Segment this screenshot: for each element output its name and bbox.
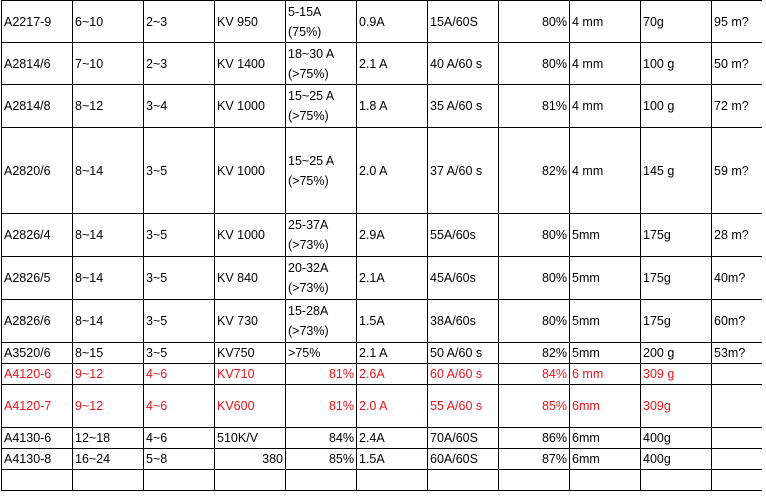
cell-lipo: 5~8 [144,449,215,470]
cell-model [2,470,73,491]
cell-idle: 2.4A [357,428,428,449]
table-row-highlighted [2,364,762,385]
cell-model: A4130-8 [2,449,73,470]
cell-max: 60A/60S [428,449,499,470]
cell-idle [357,470,428,491]
cell-lipo [144,470,215,491]
cell-efficiency: 85% [499,385,570,428]
cell-kv: 380 [215,449,286,470]
cell-kv: KV 840 [215,257,286,300]
cell-weight: 309g [641,385,712,428]
cell-idle: 1.8 A [357,85,428,128]
cell-idle: 1.5A [357,449,428,470]
table-row [2,300,762,343]
cell-shaft: 5mm [570,257,641,300]
cell-idle: 2.0 A [357,385,428,428]
cell-shaft [570,470,641,491]
cell-current: 18~30 A (>75%) [286,43,357,85]
cell-model: A2826/4 [2,214,73,257]
cell-kv: KV 950 [215,1,286,43]
cell-current [286,470,357,491]
cell-cells: 8~14 [73,214,144,257]
cell-model: A2826/6 [2,300,73,343]
cell-model: A2814/6 [2,43,73,85]
table-row-empty [2,470,762,491]
cell-lipo: 3~4 [144,85,215,128]
cell-cells: 8~14 [73,128,144,214]
cell-last: 59 m? [712,128,762,214]
cell-max: 35 A/60 s [428,85,499,128]
cell-last: 28 m? [712,214,762,257]
cell-max: 60 A/60 s [428,364,499,385]
cell-efficiency: 80% [499,257,570,300]
cell-last: 53m? [712,343,762,364]
cell-kv: KV 1000 [215,214,286,257]
cell-shaft: 5mm [570,214,641,257]
cell-cells: 16~24 [73,449,144,470]
cell-kv: KV 730 [215,300,286,343]
cell-idle: 2.1 A [357,43,428,85]
cell-idle: 2.1 A [357,343,428,364]
motor-spec-table [1,0,762,491]
cell-shaft: 5mm [570,300,641,343]
cell-max: 15A/60S [428,1,499,43]
cell-model: A4120-6 [2,364,73,385]
cell-model: A2826/5 [2,257,73,300]
cell-kv: KV 1000 [215,85,286,128]
cell-max: 45A/60s [428,257,499,300]
cell-weight: 145 g [641,128,712,214]
cell-max: 38A/60s [428,300,499,343]
cell-efficiency: 84% [499,364,570,385]
cell-weight: 100 g [641,43,712,85]
cell-model: A4120-7 [2,385,73,428]
cell-weight: 200 g [641,343,712,364]
cell-shaft: 5mm [570,343,641,364]
cell-weight: 175g [641,214,712,257]
cell-efficiency: 86% [499,428,570,449]
cell-shaft: 4 mm [570,1,641,43]
cell-lipo: 3~5 [144,128,215,214]
cell-shaft: 6mm [570,428,641,449]
cell-current: 25-37A (>73%) [286,214,357,257]
cell-last: 40m? [712,257,762,300]
cell-last: 95 m? [712,1,762,43]
cell-lipo: 2~3 [144,43,215,85]
cell-weight: 400g [641,449,712,470]
cell-last [712,385,762,428]
cell-lipo: 3~5 [144,214,215,257]
cell-lipo: 4~6 [144,428,215,449]
cell-cells: 6~10 [73,1,144,43]
cell-idle: 2.1A [357,257,428,300]
cell-cells: 8~14 [73,300,144,343]
cell-cells: 7~10 [73,43,144,85]
cell-current: 81% [286,364,357,385]
cell-last [712,470,762,491]
cell-max [428,470,499,491]
cell-idle: 0.9A [357,1,428,43]
cell-lipo: 3~5 [144,343,215,364]
cell-shaft: 6 mm [570,364,641,385]
cell-shaft: 4 mm [570,85,641,128]
cell-efficiency: 80% [499,214,570,257]
cell-weight: 175g [641,257,712,300]
cell-lipo: 4~6 [144,364,215,385]
cell-efficiency: 80% [499,43,570,85]
cell-max: 40 A/60 s [428,43,499,85]
cell-efficiency: 81% [499,85,570,128]
table-row [2,128,762,214]
cell-last [712,364,762,385]
cell-shaft: 6mm [570,449,641,470]
cell-kv: KV 1400 [215,43,286,85]
cell-idle: 1.5A [357,300,428,343]
table-row [2,43,762,85]
cell-weight: 400g [641,428,712,449]
cell-last [712,449,762,470]
cell-kv: KV 1000 [215,128,286,214]
cell-efficiency: 82% [499,343,570,364]
cell-shaft: 4 mm [570,43,641,85]
table-row [2,1,762,43]
cell-efficiency: 82% [499,128,570,214]
cell-weight [641,470,712,491]
cell-weight: 175g [641,300,712,343]
table-row [2,85,762,128]
cell-model: A2820/6 [2,128,73,214]
cell-weight: 309 g [641,364,712,385]
cell-efficiency: 80% [499,300,570,343]
cell-idle: 2.0 A [357,128,428,214]
cell-idle: 2.9A [357,214,428,257]
cell-cells: 8~12 [73,85,144,128]
cell-kv [215,470,286,491]
table-row-highlighted [2,385,762,428]
cell-kv: KV600 [215,385,286,428]
cell-cells: 12~18 [73,428,144,449]
cell-lipo: 4~6 [144,385,215,428]
cell-current: >75% [286,343,357,364]
cell-cells: 8~15 [73,343,144,364]
cell-model: A4130-6 [2,428,73,449]
cell-weight: 70g [641,1,712,43]
cell-last [712,428,762,449]
cell-current: 5-15A (75%) [286,1,357,43]
table-row [2,428,762,449]
cell-efficiency [499,470,570,491]
cell-current: 20-32A (>73%) [286,257,357,300]
cell-max: 37 A/60 s [428,128,499,214]
cell-last: 60m? [712,300,762,343]
cell-efficiency: 80% [499,1,570,43]
cell-max: 50 A/60 s [428,343,499,364]
cell-current: 81% [286,385,357,428]
table-row [2,257,762,300]
cell-efficiency: 87% [499,449,570,470]
cell-lipo: 3~5 [144,257,215,300]
cell-idle: 2.6A [357,364,428,385]
cell-shaft: 4 mm [570,128,641,214]
table-row [2,343,762,364]
cell-cells: 9~12 [73,364,144,385]
cell-lipo: 2~3 [144,1,215,43]
cell-cells [73,470,144,491]
cell-cells: 9~12 [73,385,144,428]
cell-max: 55A/60s [428,214,499,257]
cell-current: 15-28A (>73%) [286,300,357,343]
cell-current: 84% [286,428,357,449]
cell-max: 70A/60S [428,428,499,449]
table-row [2,449,762,470]
cell-last: 50 m? [712,43,762,85]
cell-shaft: 6mm [570,385,641,428]
cell-current: 15~25 A (>75%) [286,128,357,214]
cell-current: 15~25 A (>75%) [286,85,357,128]
cell-kv: KV710 [215,364,286,385]
cell-model: A2217-9 [2,1,73,43]
cell-model: A2814/8 [2,85,73,128]
cell-last: 72 m? [712,85,762,128]
cell-lipo: 3~5 [144,300,215,343]
table-row [2,214,762,257]
cell-kv: 510K/V [215,428,286,449]
cell-model: A3520/6 [2,343,73,364]
cell-kv: KV750 [215,343,286,364]
cell-weight: 100 g [641,85,712,128]
cell-cells: 8~14 [73,257,144,300]
cell-current: 85% [286,449,357,470]
cell-max: 55 A/60 s [428,385,499,428]
